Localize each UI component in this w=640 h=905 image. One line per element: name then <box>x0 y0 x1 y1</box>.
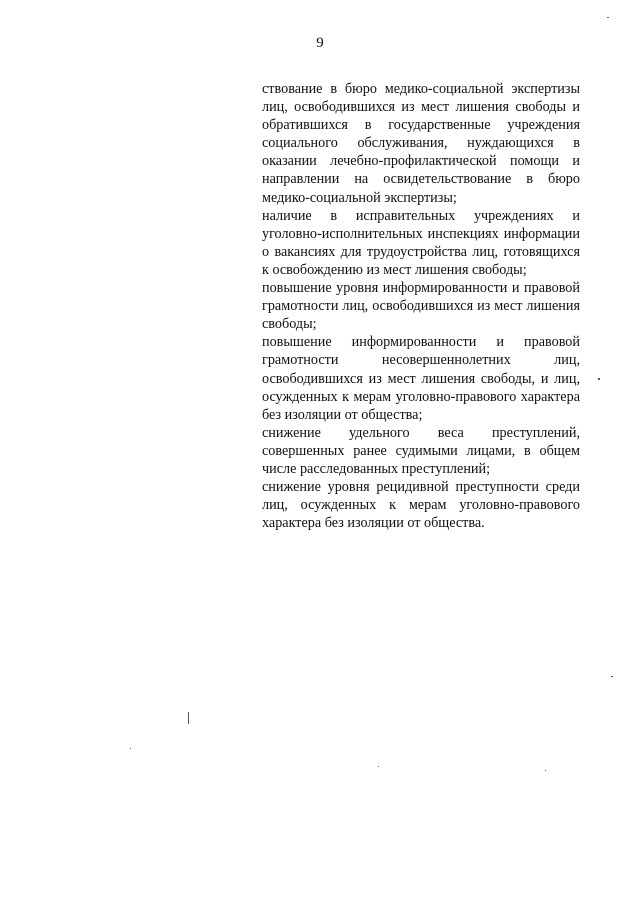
paragraph-crime-share-reduction: снижение удельного веса преступлений, совершенных ранее судимыми лицами, в общем числе расследованных преступлений; <box>262 424 580 477</box>
page-number: 9 <box>316 35 324 51</box>
body-text <box>262 80 580 532</box>
scan-speck <box>598 378 600 380</box>
paragraph-recidivism-reduction: снижение уровня рецидивной преступности среди лиц, осужденных к мерам уголовно-правового характера без изоляции от общества. <box>262 479 580 532</box>
paragraph-job-vacancies: наличие в исправительных учреждениях и уголовно-исполнительных инспекциях информации о вакансиях для трудоустройства лиц, готовящихся к освобождению из мест лишения свободы; <box>262 207 580 278</box>
paragraph-legal-literacy: повышение уровня информированности и правовой грамотности лиц, освободившихся из мест лишения свободы; <box>262 280 580 333</box>
scan-speck <box>545 770 546 771</box>
paragraph-medical-social-expertise: ствование в бюро медико-социальной экспертизы лиц, освободившихся из мест лишения свободы и обратившихся в государственные учреждения социального обслуживания, нуждающихся в оказании лечебно-профилактической помощи и направлении на освидетельствование в бюро медико-социальной экспертизы; <box>262 81 580 206</box>
scan-speck <box>188 712 189 724</box>
scan-speck <box>378 766 379 767</box>
scan-speck <box>611 676 613 677</box>
paragraph-minors-legal-literacy: повышение информированности и правовой грамотности несовершеннолетних лиц, освободившихся из мест лишения свободы, и лиц, осужденных к мерам уголовно-правового характера без изоляции от общества; <box>262 334 580 423</box>
scan-speck <box>130 748 131 749</box>
scan-speck <box>607 17 609 18</box>
